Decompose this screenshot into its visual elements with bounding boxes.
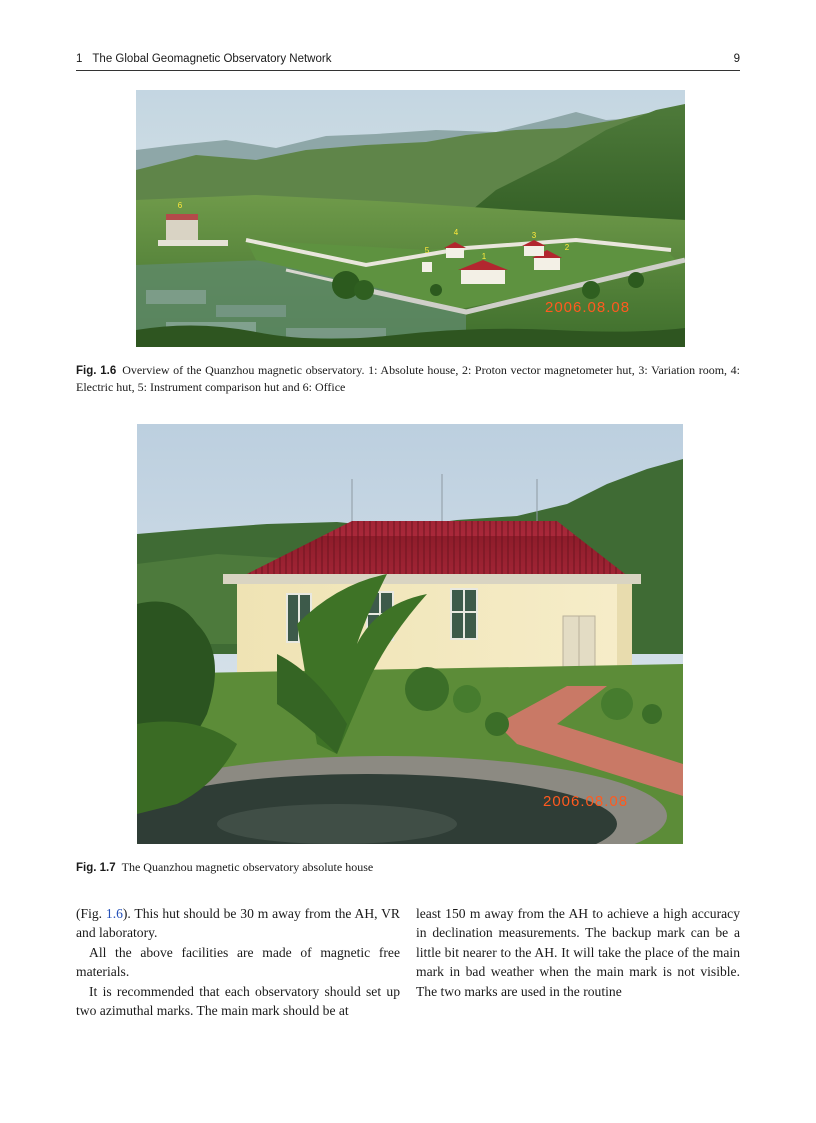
- figure-1-7-photo: [137, 424, 683, 844]
- building-label-5: 5: [424, 246, 430, 255]
- running-head-title: [76, 53, 331, 65]
- paragraph: least 150 m away from the AH to achieve a high accuracy in declination measurements. The backup mark can be a little bit nearer to the AH. It will take the place of the main mark in bad weather when the main mark is not visible. The two marks are used in the routine: [416, 906, 740, 999]
- figure-1-6-photo: [136, 90, 685, 347]
- page-number: 9: [733, 53, 740, 65]
- figure-label: Fig. 1.6: [76, 365, 117, 377]
- text-run: (Fig.: [76, 906, 106, 921]
- building-label-6: 6: [177, 201, 183, 210]
- figure-label: Fig. 1.7: [76, 862, 116, 874]
- paragraph: All the above facilities are made of magnetic free materials.: [76, 944, 400, 980]
- building-label-2: 2: [564, 243, 570, 252]
- chapter-number: 1: [76, 53, 83, 65]
- paragraph: It is recommended that each observatory should set up two azimuthal marks. The main mark should be at: [76, 983, 400, 1019]
- figure-1-7-caption: [76, 859, 740, 876]
- text-run: ). This hut should be 30 m away from the AH, VR and laboratory.: [76, 906, 400, 941]
- figure-reference-link[interactable]: 1.6: [105, 906, 123, 921]
- date-stamp: 2006.08.08: [543, 793, 629, 810]
- figure-1-6-caption: [76, 362, 740, 395]
- building-label-3: 3: [531, 231, 537, 240]
- body-column-right: [416, 904, 740, 1001]
- date-stamp: 2006.08.08: [545, 299, 631, 316]
- paragraph: [76, 904, 400, 943]
- caption-text: The Quanzhou magnetic observatory absolute house: [121, 860, 374, 874]
- caption-text: Overview of the Quanzhou magnetic observatory. 1: Absolute house, 2: Proton vector magnetometer hut, 3: Variation room, 4: Electric hut, 5: Instrument comparison hut and 6: Office: [76, 363, 740, 394]
- building-label-4: 4: [453, 228, 459, 237]
- chapter-title: The Global Geomagnetic Observatory Network: [92, 53, 332, 65]
- body-column-left: [76, 904, 400, 1020]
- building-label-1: 1: [481, 252, 487, 261]
- running-head: [76, 52, 740, 71]
